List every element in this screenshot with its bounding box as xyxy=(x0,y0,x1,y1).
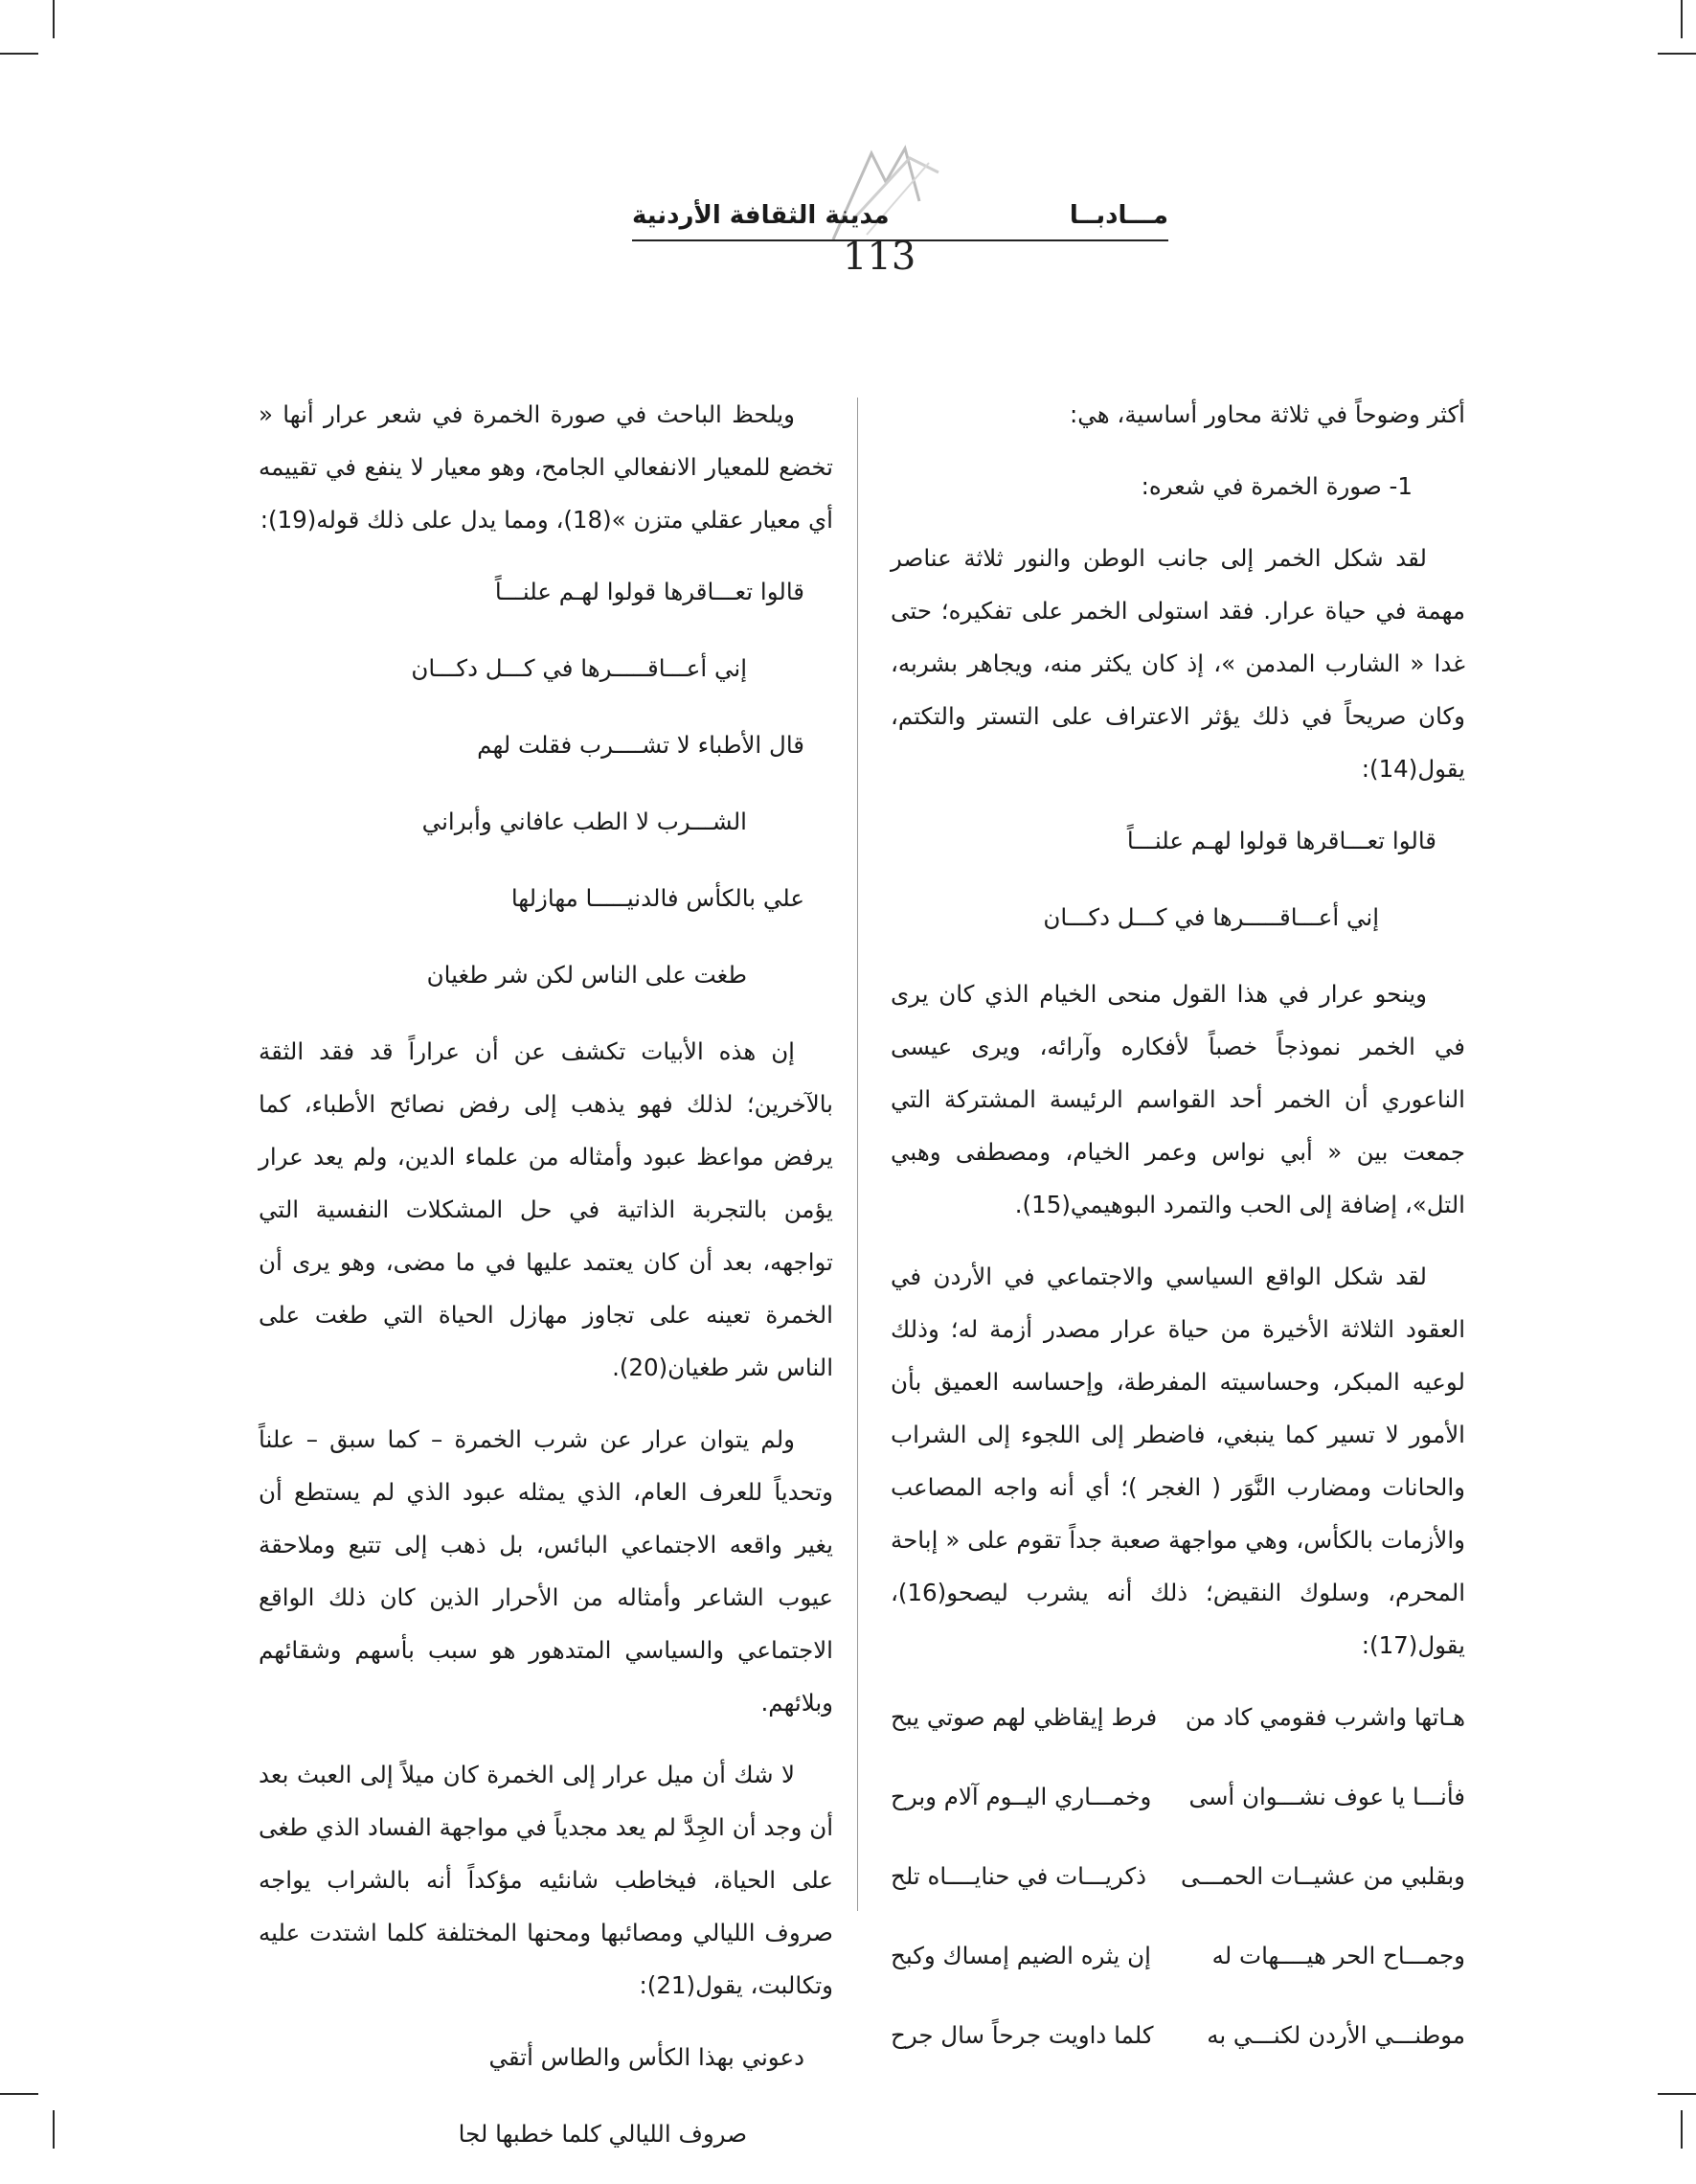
page-number: 113 xyxy=(843,235,916,279)
section-heading: 1- صورة الخمرة في شعره: xyxy=(1141,472,1413,500)
crop-mark-right-lower xyxy=(1658,2093,1696,2095)
hemistich-second: كلما داويت جرحاً سال جرح xyxy=(891,2021,1154,2049)
verse-line: إني أعـــاقـــــرها في كـــل دكـــان xyxy=(1043,903,1379,931)
left-column xyxy=(259,388,833,2184)
verse-line: علي بالكأس فالدنيـــــا مهازلها xyxy=(510,884,804,912)
verse-line: الشـــرب لا الطب عافاني وأبراني xyxy=(421,808,747,835)
paragraph: أكثر وضوحاً في ثلاثة محاور أساسية، هي: xyxy=(1070,400,1465,428)
page-header xyxy=(575,144,1168,287)
hemistich-second: فرط إيقاظي لهم صوتي يبح xyxy=(891,1703,1158,1731)
column-divider xyxy=(857,398,858,1911)
verse-line: صروف الليالي كلما خطبها لجا xyxy=(458,2120,747,2148)
crop-mark-bottom-right xyxy=(1681,2110,1683,2149)
crop-mark-top-right xyxy=(1681,0,1683,38)
verse-line: إني أعـــاقـــــرها في كـــل دكـــان xyxy=(411,654,747,682)
paragraph: لا شك أن ميل عرار إلى الخمرة كان ميلاً إلى العبث بعد أن وجد أن الجِدَّ لم يعد مجدياً في مواجهة الفساد الذي طغى على الحياة، فيخاطب شانئيه مؤكداً أنه بالشراب يواجه صروف الليالي ومصائبها ومحنها المختلفة كلما اشتدت عليه وتكالبت، يقول(21): xyxy=(259,1761,833,1999)
paragraph: لقد شكل الخمر إلى جانب الوطن والنور ثلاثة عناصر مهمة في حياة عرار. فقد استولى الخمر على تفكيره؛ حتى غدا « الشارب المدمن »، إذ كان يكثر منه، ويجاهر بشربه، وكان صريحاً في ذلك يؤثر الاعتراف على التستر والتكتم، يقول(14): xyxy=(891,544,1465,783)
crop-mark-left-lower xyxy=(0,2093,38,2095)
hemistich-first: هـاتها واشرب فقومي كاد من xyxy=(1185,1703,1465,1731)
poem-couplet xyxy=(891,1770,1465,1823)
hemistich-second: إن يثره الضيم إمساك وكبح xyxy=(891,1942,1151,1969)
hemistich-second: وخمـــاري اليــوم آلام وبرح xyxy=(891,1783,1152,1810)
verse-line: دعوني بهذا الكأس والطاس أتقي xyxy=(488,2043,804,2071)
paragraph: ويلحظ الباحث في صورة الخمرة في شعر عرار أنها « تخضع للمعيار الانفعالي الجامح، وهو معيار لا ينفع في تقييمه أي معيار عقلي متزن »(18)، ومما يدل على ذلك قوله(19): xyxy=(259,400,833,534)
verse-line: طغت على الناس لكن شر طغيان xyxy=(426,961,747,989)
crop-mark-top-left xyxy=(53,0,55,38)
crop-mark-right-upper xyxy=(1658,53,1696,55)
poem-couplet xyxy=(891,1929,1465,1982)
verse-line: قال الأطباء لا تشــــرب فقلت لهم xyxy=(477,731,804,759)
crop-mark-bottom-left xyxy=(53,2110,55,2149)
verse-line: قالوا تعـــاقرها قولوا لهـم علنـــاً xyxy=(494,578,804,605)
paragraph: ولم يتوان عرار عن شرب الخمرة – كما سبق – علناً وتحدياً للعرف العام، الذي يمثله عبود الذي لم يستطع أن يغير واقعه الاجتماعي البائس، بل ذهب إلى تتبع وملاحقة عيوب الشاعر وأمثاله من الأحرار الذين كان ذلك الواقع الاجتماعي والسياسي المتدهور هو سبب بأسهم وشقائهم وبلائهم. xyxy=(259,1425,833,1717)
paragraph: وينحو عرار في هذا القول منحى الخيام الذي كان يرى في الخمر نموذجاً خصباً لأفكاره وآرائه، ويرى عيسى الناعوري أن الخمر أحد القواسم الرئيسة المشتركة التي جمعت بين « أبي نواس وعمر الخيام، ومصطفى وهبي التل»، إضافة إلى الحب والتمرد البوهيمي(15). xyxy=(891,980,1465,1218)
crop-mark-left-upper xyxy=(0,53,38,55)
verse-line: قالوا تعـــاقرها قولوا لهـم علنـــاً xyxy=(1126,827,1436,854)
madaba-logo-icon xyxy=(814,144,958,249)
hemistich-first: موطنـــي الأردن لكنـــي به xyxy=(1207,2021,1465,2049)
paragraph: إن هذه الأبيات تكشف عن أن عراراً قد فقد الثقة بالآخرين؛ لذلك فهو يذهب إلى رفض نصائح الأطباء، كما يرفض مواعظ عبود وأمثاله من علماء الدين، ولم يعد عرار يؤمن بالتجربة الذاتية في حل المشكلات النفسية التي تواجهه، بعد أن كان يعتمد عليها في ما مضى، وهو يرى أن الخمرة تعينه على تجاوز مهازل الحياة التي طغت على الناس شر طغيان(20). xyxy=(259,1037,833,1381)
magazine-name: مـــادبــا xyxy=(1069,201,1168,230)
hemistich-first: وجمـــاح الحر هيــــهات له xyxy=(1211,1942,1465,1969)
poem-couplet xyxy=(891,2009,1465,2061)
right-column xyxy=(891,388,1465,2088)
hemistich-first: وبقلبي من عشيــات الحمـــى xyxy=(1180,1862,1465,1890)
paragraph: لقد شكل الواقع السياسي والاجتماعي في الأردن في العقود الثلاثة الأخيرة من حياة عرار مصدر أزمة له؛ وذلك لوعيه المبكر، وحساسيته المفرطة، وإحساسه العميق بأن الأمور لا تسير كما ينبغي، فاضطر إلى اللجوء إلى الشراب والحانات ومضارب النَّوَر ( الغجر )؛ أي أنه واجه المصاعب والأزمات بالكأس، وهي مواجهة صعبة جداً تقوم على « إباحة المحرم، وسلوك النقيض؛ ذلك أنه يشرب ليصحو(16)، يقول(17): xyxy=(891,1263,1465,1659)
magazine-subtitle: مدينة الثقافة الأردنية xyxy=(632,201,890,230)
hemistich-second: ذكريـــات في حنايــــاه تلح xyxy=(891,1862,1147,1890)
poem-couplet xyxy=(891,1691,1465,1743)
hemistich-first: فأنـــا يا عوف نشـــوان أسى xyxy=(1188,1783,1465,1810)
poem-couplet xyxy=(891,1850,1465,1902)
